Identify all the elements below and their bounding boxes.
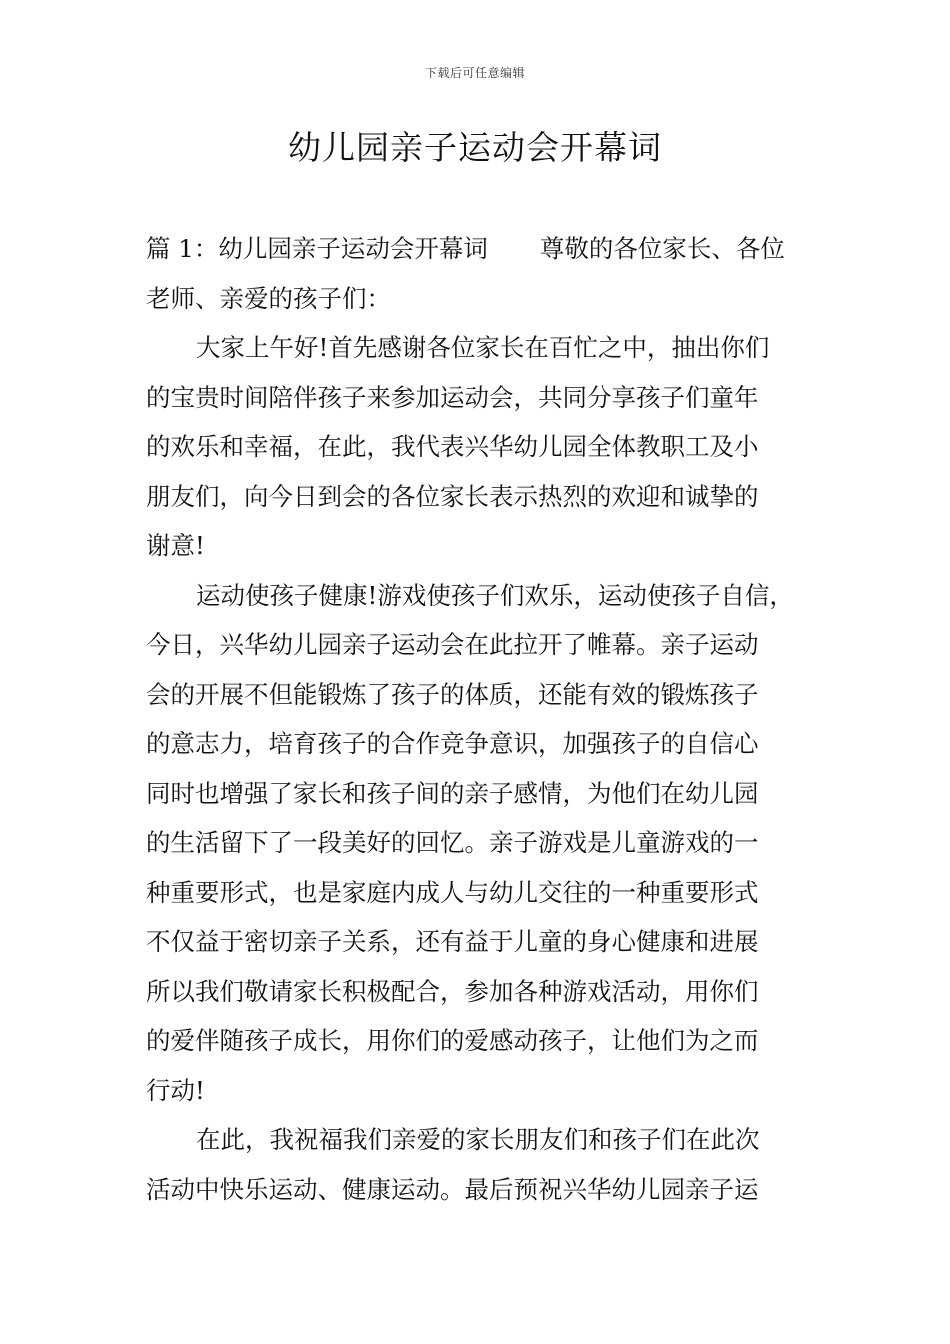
text-line: 会的开展不但能锻炼了孩子的体质，还能有效的锻炼孩子 (146, 679, 759, 709)
page-title: 幼儿园亲子运动会开幕词 (288, 128, 662, 167)
text-line: 种重要形式，也是家庭内成人与幼儿交往的一种重要形式 (146, 877, 759, 907)
text-line: 的欢乐和幸福，在此，我代表兴华幼儿园全体教职工及小 (146, 432, 759, 461)
header-note: 下载后可任意编辑 (424, 66, 525, 80)
paragraph-start-line: 运动使孩子健康!游戏使孩子们欢乐，运动使孩子自信， (196, 580, 794, 610)
text-line: 活动中快乐运动、健康运动。最后预祝兴华幼儿园亲子运 (146, 1174, 759, 1204)
section-heading: 篇 1：幼儿园亲子运动会开幕词 (146, 234, 488, 263)
heading-line (146, 224, 808, 274)
paragraph-start-line: 大家上午好!首先感谢各位家长在百忙之中，抽出你们 (196, 333, 770, 362)
document-body (146, 224, 808, 1214)
salutation-start: 尊敬的各位家长、各位 (539, 234, 785, 263)
text-line: 朋友们，向今日到会的各位家长表示热烈的欢迎和诚挚的 (146, 481, 759, 511)
text-line: 不仅益于密切亲子关系，还有益于儿童的身心健康和进展 (146, 927, 759, 956)
text-line: 的生活留下了一段美好的回忆。亲子游戏是儿童游戏的一 (146, 828, 759, 857)
text-line: 谢意! (146, 531, 205, 560)
text-line: 行动! (146, 1075, 205, 1105)
text-line: 的意志力，培育孩子的合作竞争意识，加强孩子的自信心 (146, 729, 759, 758)
text-line: 今日，兴华幼儿园亲子运动会在此拉开了帷幕。亲子运动 (146, 630, 759, 659)
text-line: 的宝贵时间陪伴孩子来参加运动会，共同分享孩子们童年 (146, 382, 759, 412)
text-line: 同时也增强了家长和孩子间的亲子感情，为他们在幼儿园 (146, 778, 759, 808)
text-line: 老师、亲爱的孩子们： (146, 283, 391, 313)
text-line: 所以我们敬请家长积极配合，参加各种游戏活动，用你们 (146, 976, 759, 1006)
text-line: 的爱伴随孩子成长，用你们的爱感动孩子，让他们为之而 (146, 1026, 759, 1055)
paragraph-start-line: 在此，我祝福我们亲爱的家长朋友们和孩子们在此次 (196, 1125, 760, 1154)
